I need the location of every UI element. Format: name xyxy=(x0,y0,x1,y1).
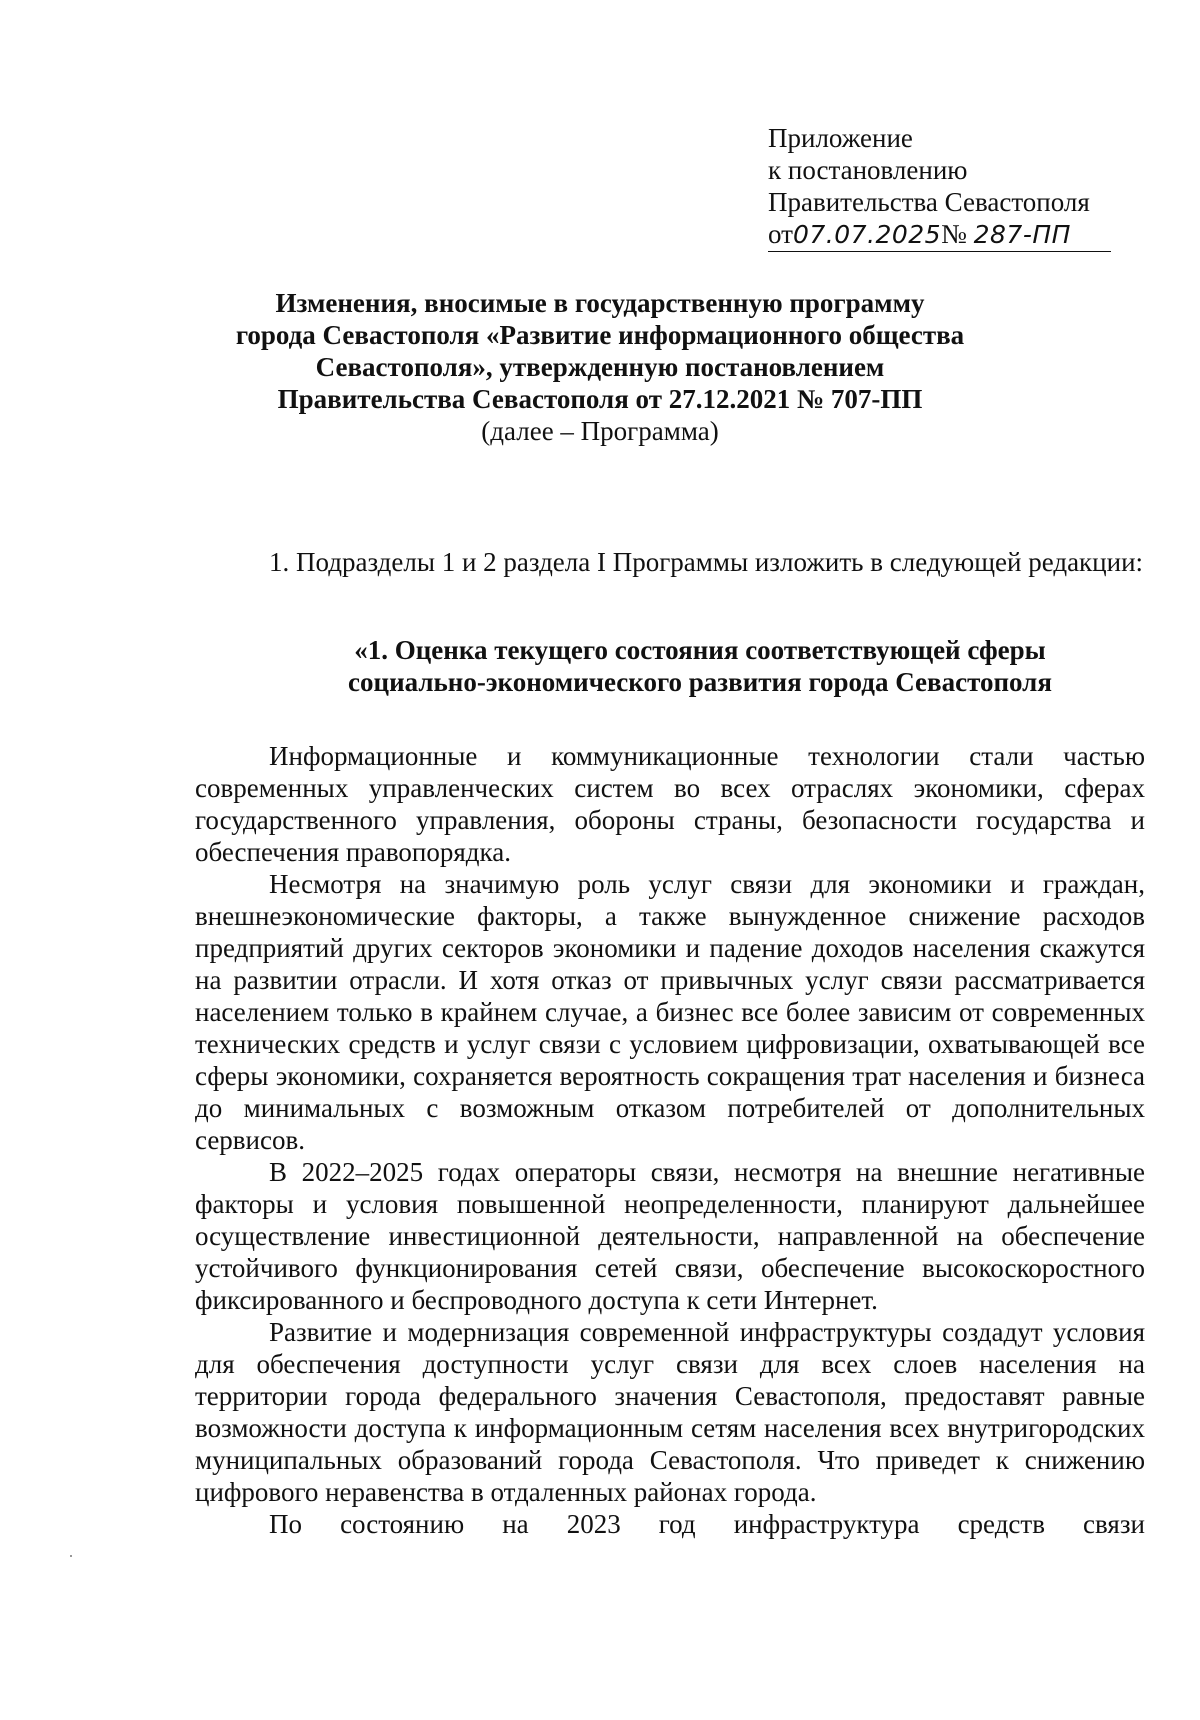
paragraph-1: Информационные и коммуникационные технологии стали частью современных управленческих систем во всех отраслях экономики, сферах государственного управления, обороны страны, безопасности государства и обеспечения правопорядка. xyxy=(195,741,1145,867)
section-heading xyxy=(195,634,1145,698)
appendix-date-line xyxy=(768,218,1168,252)
title-line-1: Изменения, вносимые в государственную программу xyxy=(275,288,925,318)
item-1-block xyxy=(195,546,1145,578)
title-line-3: Севастополя», утвержденную постановлением xyxy=(315,352,885,382)
title-line-4: Правительства Севастополя от 27.12.2021 № 707-ПП xyxy=(277,384,923,414)
p5-word: инфраструктура xyxy=(733,1509,920,1539)
p5-word: год xyxy=(658,1509,696,1539)
paragraph-4: Развитие и модернизация современной инфраструктуры создадут условия для обеспечения доступности услуг связи для всех слоев населения на территории города федерального значения Севастополя, предоставят равные возможности доступа к информационным сетям населения всех внутригородских муниципальных образований города Севастополя. Что приведет к снижению цифрового неравенства в отдаленных районах города. xyxy=(195,1317,1145,1507)
p5-word: состоянию xyxy=(340,1509,465,1539)
p5-word: средств xyxy=(957,1509,1045,1539)
document-title xyxy=(150,287,1050,447)
item-1-text: 1. Подразделы 1 и 2 раздела I Программы изложить в следующей редакции: xyxy=(269,547,1144,577)
handwritten-date: 07.07.2025 xyxy=(792,220,942,249)
paragraph-2: Несмотря на значимую роль услуг связи для экономики и граждан, внешнеэкономические факторы, а также вынужденное снижение расходов предприятий других секторов экономики и падение доходов населения скажутся на развитии отрасли. И хотя отказ от привычных услуг связи рассматривается населением только в крайнем случае, а бизнес все более зависим от современных технических средств и услуг связи с условием цифровизации, охватывающей все сферы экономики, сохраняется вероятность сокращения трат населения и бизнеса до минимальных с возможным отказом потребителей от дополнительных сервисов. xyxy=(195,869,1145,1155)
handwritten-number: 287-ПП xyxy=(973,220,1071,249)
section-heading-line-2: социально-экономического развития города Севастополя xyxy=(348,667,1052,697)
p5-word: 2023 xyxy=(566,1509,621,1539)
p5-word: на xyxy=(502,1509,529,1539)
title-line-5: (далее – Программа) xyxy=(481,416,719,446)
scan-speck xyxy=(70,1555,72,1557)
date-number-field xyxy=(768,218,1111,252)
body-paragraphs xyxy=(195,740,1145,1540)
p5-word: связи xyxy=(1083,1509,1145,1539)
p5-word: По xyxy=(269,1509,302,1539)
number-sign: № xyxy=(941,219,967,249)
appendix-line-2: к постановлению xyxy=(768,155,968,185)
appendix-header xyxy=(768,122,1168,252)
paragraph-3: В 2022–2025 годах операторы связи, несмотря на внешние негативные факторы и условия повышенной неопределенности, планируют дальнейшее осуществление инвестиционной деятельности, направленной на обеспечение устойчивого функционирования сетей связи, обеспечение высокоскоростного фиксированного и беспроводного доступа к сети Интернет. xyxy=(195,1157,1145,1315)
date-prefix: от xyxy=(768,219,793,249)
section-heading-line-1: «1. Оценка текущего состояния соответствующей сферы xyxy=(354,635,1046,665)
title-line-2: города Севастополя «Развитие информационного общества xyxy=(235,320,965,350)
appendix-line-1: Приложение xyxy=(768,123,913,153)
paragraph-5-first-line xyxy=(195,1508,1145,1540)
appendix-line-3: Правительства Севастополя xyxy=(768,187,1090,217)
